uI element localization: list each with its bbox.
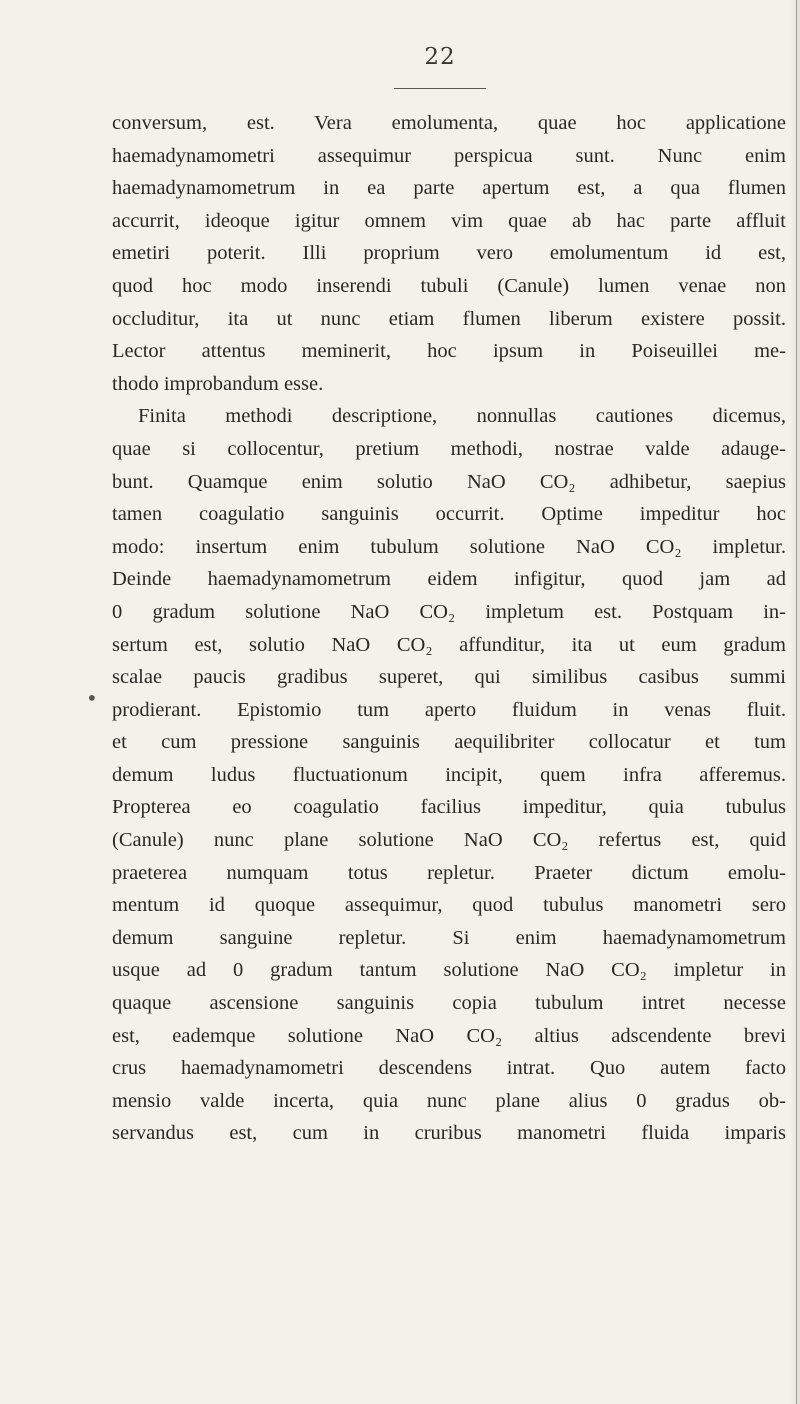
text-line: haemadynamometri assequimur perspicua sunt. Nunc enim xyxy=(112,144,786,167)
margin-mark: • xyxy=(86,686,98,710)
text-line: Propterea eo coagulatio facilius impeditur, quia tubulus xyxy=(112,796,786,819)
text-line: modo: insertum enim tubulum solutione NaO CO₂ impletur. xyxy=(112,535,786,558)
text-line: accurrit, ideoque igitur omnem vim quae ab hac parte affluit xyxy=(112,209,786,232)
text-line: prodierant. Epistomio tum aperto fluidum in venas fluit. xyxy=(112,698,786,721)
text-line: mensio valde incerta, quia nunc plane alius 0 gradus ob- xyxy=(112,1089,786,1112)
text-line: bunt. Quamque enim solutio NaO CO₂ adhibetur, saepius xyxy=(112,470,786,493)
text-line: quae si collocentur, pretium methodi, nostrae valde adauge- xyxy=(112,437,786,460)
text-line: (Canule) nunc plane solutione NaO CO₂ refertus est, quid xyxy=(112,829,786,852)
text-line: sertum est, solutio NaO CO₂ affunditur, ita ut eum gradum xyxy=(112,633,786,656)
page-number: 22 xyxy=(424,44,456,70)
text-line: haemadynamometrum in ea parte apertum est, a qua flumen xyxy=(112,177,786,200)
text-line: et cum pressione sanguinis aequilibriter collocatur et tum xyxy=(112,731,786,754)
text-line: tamen coagulatio sanguinis occurrit. Optime impeditur hoc xyxy=(112,503,786,526)
text-line: quod hoc modo inserendi tubuli (Canule) lumen venae non xyxy=(112,274,786,297)
text-line: thodo improbandum esse. xyxy=(112,372,324,395)
text-line: Lector attentus meminerit, hoc ipsum in Poiseuillei me- xyxy=(112,340,786,363)
text-line: conversum, est. Vera emolumenta, quae hoc applicatione xyxy=(112,112,786,134)
text-line: emetiri poterit. Illi proprium vero emolumentum id est, xyxy=(112,242,786,265)
text-line: demum sanguine repletur. Si enim haemadynamometrum xyxy=(112,926,786,949)
text-line: quaque ascensione sanguinis copia tubulum intret necesse xyxy=(112,992,786,1015)
text-line: occluditur, ita ut nunc etiam flumen liberum existere possit. xyxy=(112,307,786,330)
text-line: servandus est, cum in cruribus manometri fluida imparis xyxy=(112,1122,786,1145)
text-line: Finita methodi descriptione, nonnullas cautiones dicemus, xyxy=(138,405,786,428)
text-line: praeterea numquam totus repletur. Praeter dictum emolu- xyxy=(112,861,786,884)
text-line: Deinde haemadynamometrum eidem infigitur, quod jam ad xyxy=(112,568,786,591)
text-line: mentum id quoque assequimur, quod tubulus manometri sero xyxy=(112,894,786,917)
text-line: usque ad 0 gradum tantum solutione NaO CO₂ impletur in xyxy=(112,959,786,982)
text-line: crus haemadynamometri descendens intrat. Quo autem facto xyxy=(112,1057,786,1080)
page-edge-line xyxy=(796,0,798,1404)
header-rule xyxy=(394,88,486,89)
text-line: est, eademque solutione NaO CO₂ altius adscendente brevi xyxy=(112,1024,786,1047)
text-line: demum ludus fluctuationum incipit, quem infra afferemus. xyxy=(112,763,786,786)
text-line: scalae paucis gradibus superet, qui similibus casibus summi xyxy=(112,666,786,689)
text-line: 0 gradum solutione NaO CO₂ impletum est. Postquam in- xyxy=(112,600,786,623)
body-text xyxy=(112,107,786,1150)
